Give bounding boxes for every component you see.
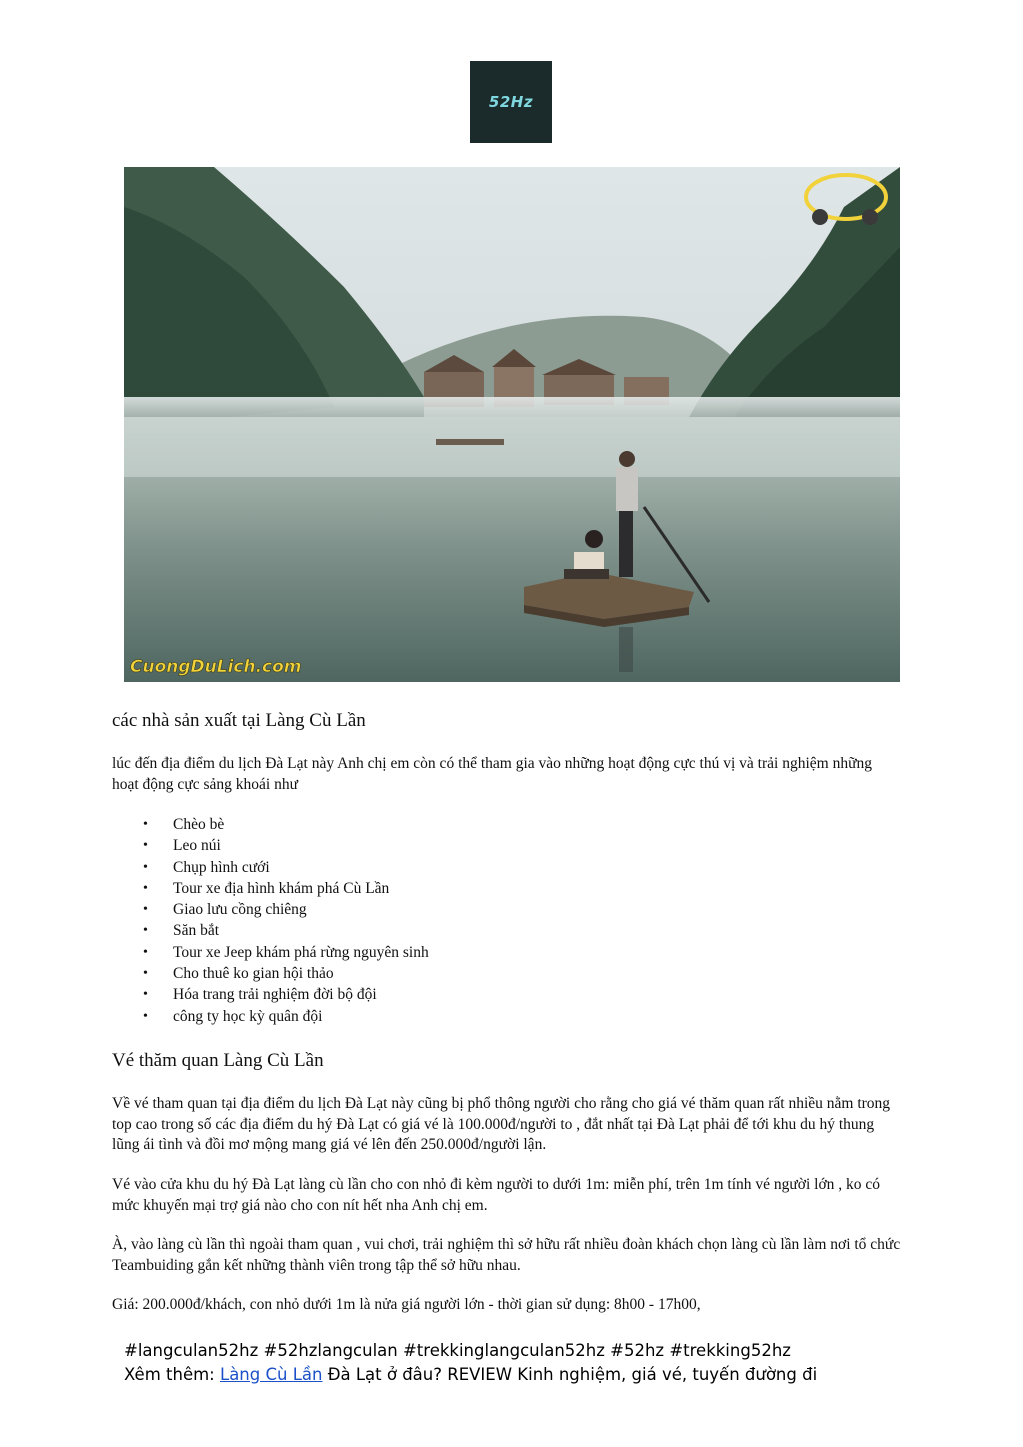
ticket-paragraph-2: Vé vào cửa khu du hý Đà Lạt làng cù lần cho con nhỏ đi kèm người to dưới 1m: miễn phí, trên 1m tính vé người lớn , ko có mức khuyến mại trợ giá nào cho con nít hết nha Anh chị em. xyxy=(112,1176,881,1214)
list-item: • Chèo bè xyxy=(112,814,429,835)
list-item: • Săn bắt xyxy=(112,920,429,941)
photo-watermark: CuongDuLich.com xyxy=(130,657,302,677)
see-more-suffix: Đà Lạt ở đâu? REVIEW Kinh nghiệm, giá vé, tuyến đường đi xyxy=(322,1365,818,1384)
logo xyxy=(470,61,552,143)
list-item: • Tour xe địa hình khám phá Cù Lần xyxy=(112,878,429,899)
price-paragraph: Giá: 200.000đ/khách, con nhỏ dưới 1m là nửa giá người lớn - thời gian sử dụng: 8h00 - 17h00, xyxy=(112,1296,701,1313)
intro-paragraph: lúc đến địa điểm du lịch Đà Lạt này Anh chị em còn có thể tham gia vào những hoạt động cực thú vị và trải nghiệm những hoạt động cực sảng khoái như xyxy=(112,755,872,793)
list-item: • Chụp hình cưới xyxy=(112,857,429,878)
list-item: • Tour xe Jeep khám phá rừng nguyên sinh xyxy=(112,942,429,963)
lake-photo xyxy=(124,167,900,682)
list-item: • Leo núi xyxy=(112,835,429,856)
list-item: • Hóa trang trải nghiệm đời bộ đội xyxy=(112,984,429,1005)
logo-text: 52Hz xyxy=(488,93,534,111)
see-more-prefix: Xêm thêm: xyxy=(124,1365,220,1384)
lang-cu-lan-link[interactable]: Làng Cù Lần xyxy=(220,1365,323,1384)
activities-list xyxy=(112,814,429,1027)
ticket-paragraph-1: Về vé tham quan tại địa điểm du lịch Đà Lạt này cũng bị phổ thông người cho rằng cho giá vé thăm quan rất nhiều nằm trong top cao trong số các địa điểm du hý Đà Lạt có giá vé là 100.000đ/người to , đắt nhất tại Đà Lạt phải để tới khu du hý thung lũng ái tình và đồi mơ mộng mang giá vé lên đến 250.000đ/người lận. xyxy=(112,1095,891,1153)
see-more-line xyxy=(124,1363,817,1387)
ticket-paragraph-3: À, vào làng cù lần thì ngoài tham quan , vui chơi, trải nghiệm thì sở hữu rất nhiều đoàn khách chọn làng cù lần làm nơi tổ chức Teambuiding gắn kết những thành viên trong tập thể sở hữu nhau. xyxy=(112,1236,901,1274)
list-item: • Cho thuê ko gian hội thảo xyxy=(112,963,429,984)
hashtags: #langculan52hz #52hzlangculan #trekkinglangculan52hz #52hz #trekking52hz xyxy=(124,1341,791,1360)
section-heading-tickets: Vé thăm quan Làng Cù Lần xyxy=(112,1050,324,1071)
section-heading-producers: các nhà sản xuất tại Làng Cù Lần xyxy=(112,710,366,731)
lake-photo-illustration xyxy=(124,167,900,682)
list-item: • Giao lưu cồng chiêng xyxy=(112,899,429,920)
list-item: • công ty học kỳ quân đội xyxy=(112,1006,429,1027)
